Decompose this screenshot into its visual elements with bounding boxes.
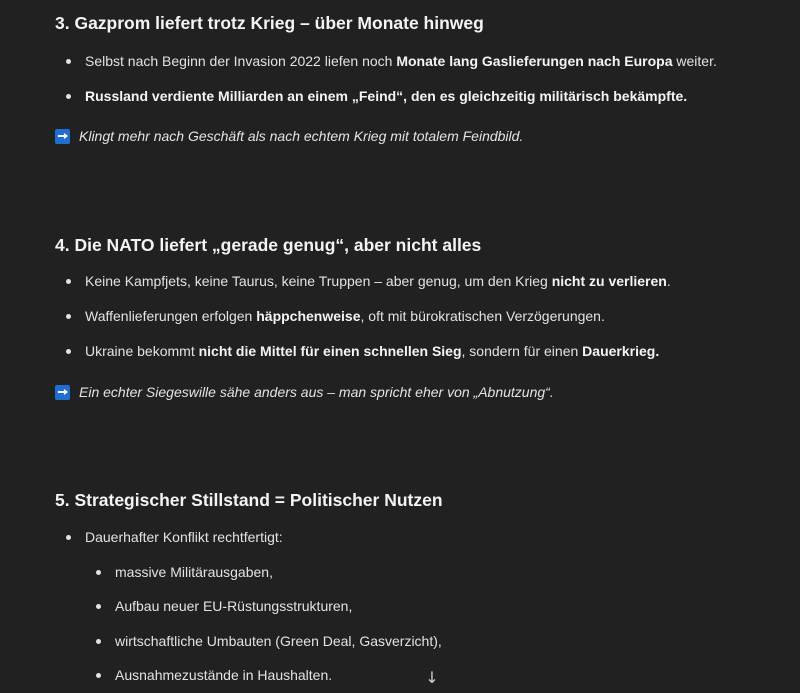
section-5-heading: 5. Strategischer Stillstand = Politischer Nutzen bbox=[55, 490, 443, 510]
scroll-to-bottom-button[interactable] bbox=[421, 667, 443, 689]
list-item: Waffenlieferungen erfolgen häppchenweise, oft mit bürokratischen Verzögerungen. bbox=[85, 308, 605, 324]
list-item: Dauerhafter Konflikt rechtfertigt: bbox=[85, 529, 283, 545]
conclusion-note: Ein echter Siegeswille sähe anders aus – man spricht eher von „Abnutzung“. bbox=[55, 384, 554, 400]
sub-list-item: Ausnahmezustände in Haushalten. bbox=[115, 667, 333, 683]
section-4-heading: 4. Die NATO liefert „gerade genug“, aber nicht alles bbox=[55, 235, 482, 255]
right-arrow-icon bbox=[55, 385, 70, 400]
list-item: Russland verdiente Milliarden an einem „Feind“, den es gleichzeitig militärisch bekämpfte. bbox=[85, 88, 688, 104]
sub-list-item: massive Militärausgaben, bbox=[115, 564, 273, 580]
list-item: Selbst nach Beginn der Invasion 2022 liefen noch Monate lang Gaslieferungen nach Europa weiter. bbox=[85, 53, 717, 69]
conclusion-note: Klingt mehr nach Geschäft als nach echtem Krieg mit totalem Feindbild. bbox=[55, 128, 523, 144]
sub-list-item: Aufbau neuer EU-Rüstungsstrukturen, bbox=[115, 598, 353, 614]
list-item: Ukraine bekommt nicht die Mittel für einen schnellen Sieg, sondern für einen Dauerkrieg. bbox=[85, 343, 660, 359]
sub-list-item: wirtschaftliche Umbauten (Green Deal, Gasverzicht), bbox=[115, 633, 442, 649]
arrow-down-icon: ↓ bbox=[425, 668, 439, 687]
section-3-heading: 3. Gazprom liefert trotz Krieg – über Monate hinweg bbox=[55, 13, 484, 33]
right-arrow-icon bbox=[55, 129, 70, 144]
list-item: Keine Kampfjets, keine Taurus, keine Truppen – aber genug, um den Krieg nicht zu verlieren. bbox=[85, 273, 671, 289]
